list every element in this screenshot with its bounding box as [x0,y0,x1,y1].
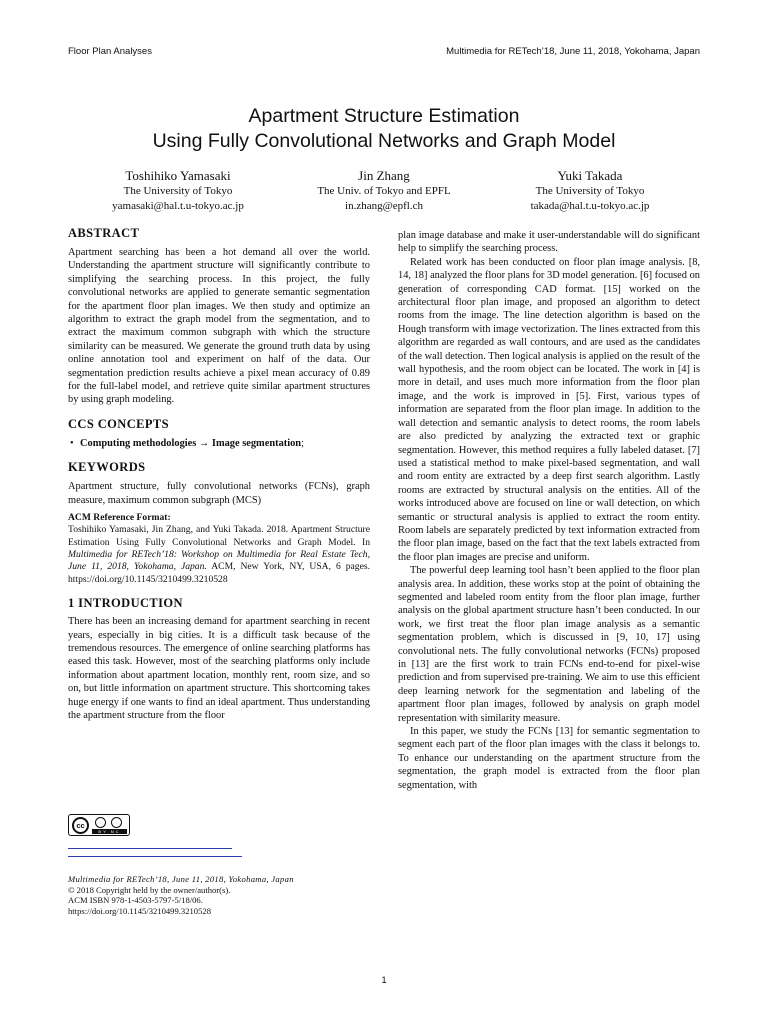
footnote-copyright: © 2018 Copyright held by the owner/author(s). [68,884,231,895]
body-paragraph: The powerful deep learning tool hasn’t been applied to the floor plan analysis area. In addition, these works stop at the point of obtaining the segmented and labeled room entity from the floor plan image, further analysis on the global apartment structure hasn’t been conducted. In our work, we first treat the floor plan image analysis as a semantic segmentation problem, which is discussed in [9, 10, 17] using convolutional nets. The fully convolutional networks (FCNs) proposed in [13] are the first work to train FCNs end-to-end for pixel-wise prediction and from supervised pre-training. We aim to use this efficient deep learning network for the segmentation and labeling of the apartment floor plan images, followed by analysis on graph model representation with similarity measure. [398,565,700,724]
running-head [68,46,700,60]
body-paragraph: Related work has been conducted on floor plan image analysis. [8, 14, 18] analyzed the floor plans for 3D model generation. [6] focused on generation of corresponding CAD format. [15] worked on the architectural floor plan image, and proposed an algorithm to detect rooms from the image. The line detection algorithm is based on the Hough transform with image vectorization. The lines extracted from this algorithm are regarded as wall contours, and are used as the candidates of the wall detection. Then logical analysis is applied on the result of the wall hypothesis, and the room object can be located. The work in [4] is more in detail, and uses much more information from the floor plan image, and the work is improved in [5]. First, various types of information are separated from the floor plan image. In addition to the wall detection and semantic analysis to detect rooms, the room labels are also predicted by analyzing the extracted text or graphic segmentation. However, this method requires a fully labeled dataset. [7] used a statistical method to make pixel-based segmentation, and wall and room entity are extracted by a deep first search algorithm. Lastly rooms are extracted by structural analysis on the entities. All of the works introduced above are focused on line or wall detection, on which semantic or structural analysis is applied to extract the room entity. Room labels are separately predicted by text information extracted from the floor plan image, based on the fact that the text labels extracted from the floor plan images are precise and uniform. [398,256,700,563]
abstract-text: Apartment searching has been a hot demand all over the world. Understanding the apartment structure will significantly contribute to simplifying the searching process. In this project, the fully convolutional networks are applied to generate semantic segmentation for the apartment floor plan images. We then study and optimize an algorithm to extract the graph model from the segmentation, and to extract the maximum common subgraph with which the structure similarity can be measured. We generate the ground truth data by using online annotation tool and experiment on half of the data. Our segmentation prediction results achieve a pixel mean accuracy of 0.89 for the full-label model, and retrieve quite similar apartment structures by using graph modeling. [68,247,370,406]
left-column [68,225,370,722]
ccs-item-text: Computing methodologies → Image segmentation [80,437,302,449]
paper-title [0,104,768,154]
right-column [398,229,700,792]
author-3 [485,168,695,214]
creative-commons-badge[interactable] [68,814,130,836]
title-line-2: Using Fully Convolutional Networks and Graph Model [152,130,616,152]
acm-reference-text [68,524,370,586]
author-affiliation: The University of Tokyo [535,185,645,197]
running-head-left: Floor Plan Analyses [68,46,152,57]
author-block [68,168,700,220]
acm-ref-part1: Toshihiko Yamasaki, Jin Zhang, and Yuki Takada. 2018. Apartment Structure Estimation Using Fully Convolutional Networks and Graph Model. In [68,524,370,548]
author-email: in.zhang@epfl.ch [345,200,423,212]
author-name: Yuki Takada [557,168,623,183]
ccs-heading: CCS CONCEPTS [68,416,169,431]
noncommercial-icon [111,817,122,828]
copyright-footnote [68,874,370,916]
author-email: takada@hal.t.u-tokyo.ac.jp [530,200,650,212]
running-head-right: Multimedia for RETech’18, June 11, 2018, Yokohama, Japan [446,46,700,57]
introduction-heading: 1 INTRODUCTION [68,596,183,611]
cc-icon: cc [72,817,89,834]
keywords-text: Apartment structure, fully convolutional networks (FCNs), graph measure, maximum common subgraph (MCS) [68,481,370,506]
author-1 [73,168,283,214]
license-terms: BY NC [92,829,127,834]
author-affiliation: The University of Tokyo [123,185,233,197]
introduction-paragraph: There has been an increasing demand for apartment searching in recent years, especially in big cities. It is a difficult task because of the tremendous resources. The emergence of online searching platforms has eased this task. However, most of the searching platforms only include information about apartment location, monthly rent, room size, and so on, but little information on apartment structure. This shortcoming takes huge energy if one wants to find an ideal apartment. Thus understanding the apartment structure from the floor [68,616,370,721]
author-name: Jin Zhang [358,168,410,183]
abstract-heading: ABSTRACT [68,226,140,240]
acm-reference-label: ACM Reference Format: [68,512,171,524]
footnote-doi[interactable]: https://doi.org/10.1145/3210499.3210528 [68,905,211,916]
footnote-venue: Multimedia for RETech’18, June 11, 2018, Yokohama, Japan [68,874,294,884]
author-2 [279,168,489,214]
author-affiliation: The Univ. of Tokyo and EPFL [317,185,451,197]
license-link-line[interactable] [68,848,232,849]
acm-ref-part2: ACM, New York, NY, USA, 6 pages. https://doi.org/10.1145/3210499.3210528 [68,561,370,585]
license-link-line[interactable] [68,856,242,857]
title-line-1: Apartment Structure Estimation [248,105,520,127]
acm-ref-venue: Multimedia for RETech’18: Workshop on Multimedia for Real Estate Tech, June 11, 2018, Yokohama, Japan. [68,548,370,573]
author-email: yamasaki@hal.t.u-tokyo.ac.jp [112,200,244,212]
body-paragraph: In this paper, we study the FCNs [13] for semantic segmentation to segment each part of the floor plan images with the class it belongs to. To enhance our understanding on the apartment structure from the segmentation, the graph model is extracted from the floor plan segmentation, with [398,726,700,791]
ccs-item [68,437,370,450]
attribution-icon [95,817,106,828]
footnote-isbn: ACM ISBN 978-1-4503-5797-5/18/06. [68,895,203,906]
author-name: Toshihiko Yamasaki [125,168,231,183]
keywords-heading: KEYWORDS [68,460,146,475]
body-paragraph: plan image database and make it user-understandable will do significant help to simplify the searching process. [398,230,700,255]
page-number: 1 [381,975,387,986]
ccs-item-suffix: ; [301,437,304,449]
